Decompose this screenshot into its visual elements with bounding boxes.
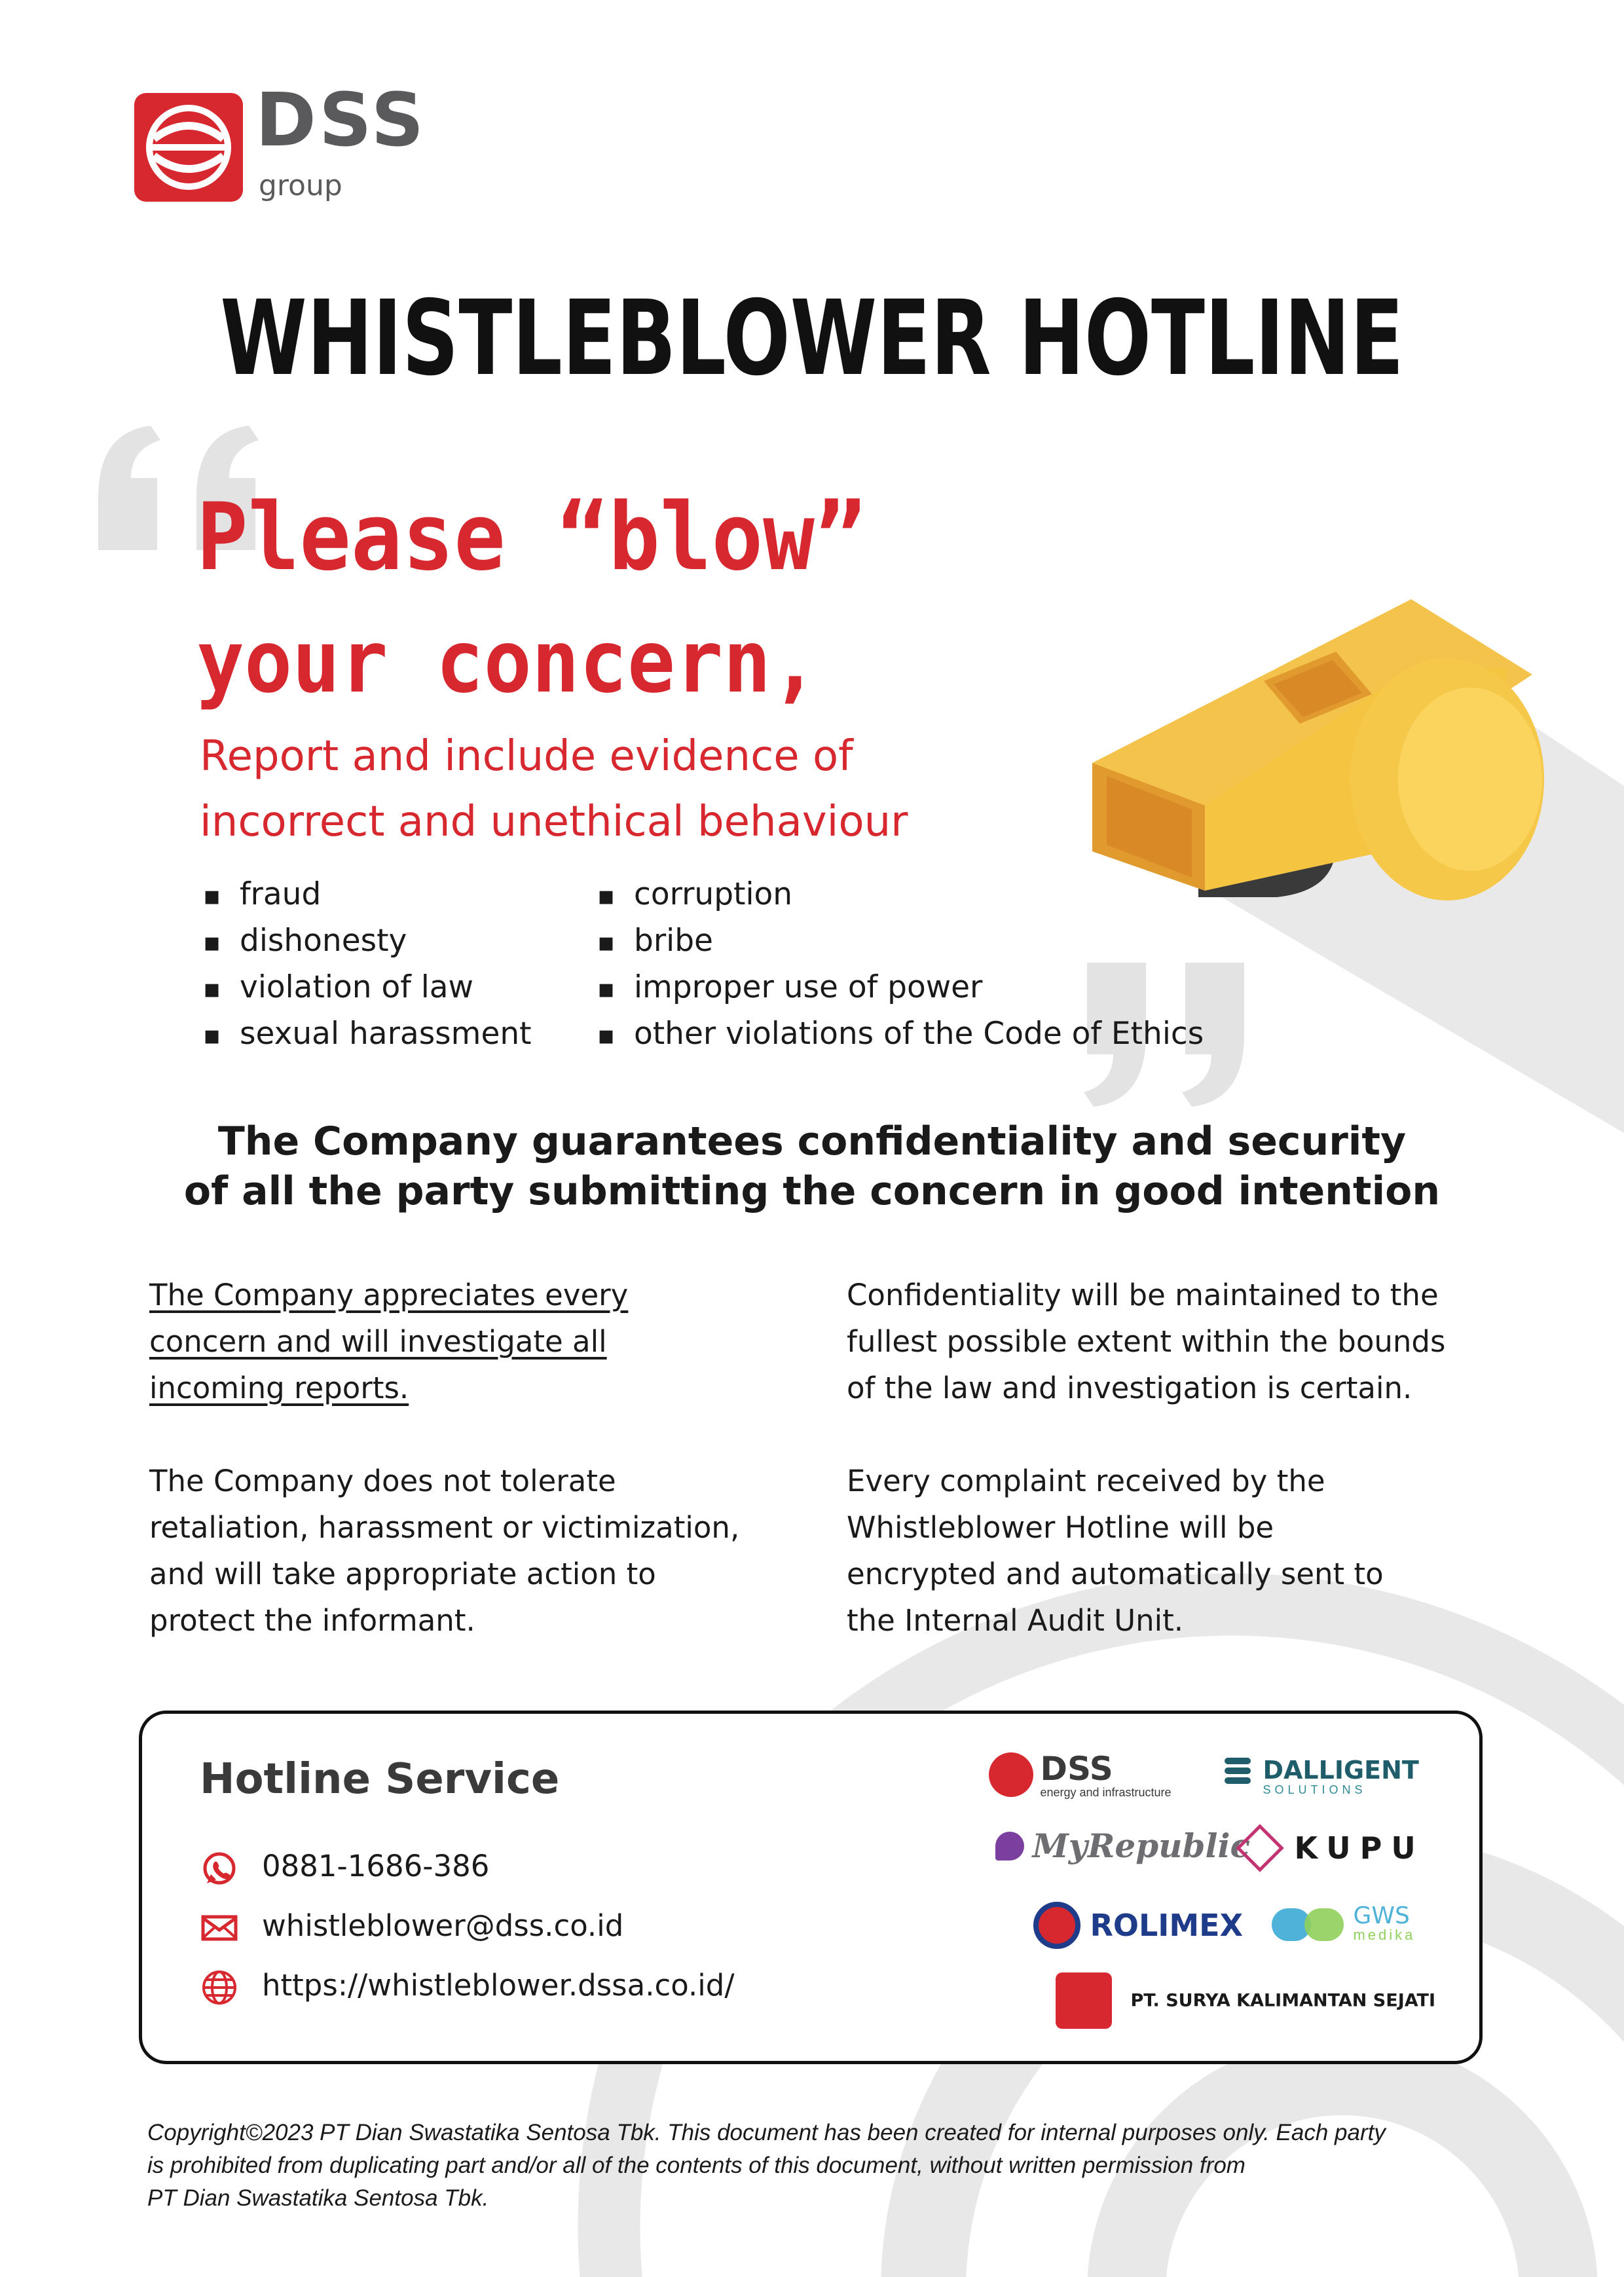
violations-list-left [203, 871, 532, 1057]
brand-name: DSS [1040, 1750, 1113, 1788]
dalligent-icon [1225, 1758, 1251, 1784]
brand-sub: medika [1353, 1927, 1416, 1943]
list-item: ▪ sexual harassment [203, 1010, 532, 1057]
globe-icon [196, 1965, 242, 2010]
phone-contact[interactable] [196, 1843, 489, 1889]
rolimex-icon [1033, 1902, 1080, 1949]
list-item: ▪ dishonesty [203, 917, 532, 964]
rocket-icon [995, 1832, 1024, 1860]
email-contact[interactable] [196, 1903, 623, 1949]
website-url[interactable]: https://whistleblower.dssa.co.id/ [262, 1968, 735, 2003]
paragraph-line: Whistleblower Hotline will be [847, 1510, 1274, 1545]
paragraph-line: Confidentiality will be maintained to the [847, 1278, 1439, 1312]
mail-icon [196, 1905, 242, 1951]
paragraph-line: of the law and investigation is certain. [847, 1371, 1412, 1405]
paragraph-encryption [847, 1458, 1384, 1644]
brand-sub: SOLUTIONS [1263, 1783, 1367, 1796]
violations-list-right [597, 871, 1204, 1057]
copyright-notice [147, 2117, 1522, 2215]
copyright-line-2: is prohibited from duplicating part and/or all of the contents of this document, without written permission from [147, 2153, 1246, 2178]
guarantee-line-2: of all the party submitting the concern in good intention [183, 1168, 1441, 1214]
paragraph-line: incoming reports. [149, 1371, 409, 1405]
list-item: ▪ violation of law [203, 964, 532, 1010]
paragraph-line: The Company appreciates every [149, 1278, 629, 1312]
brand-rolimex [1033, 1902, 1243, 1949]
headline-line-2: your concern, [196, 612, 819, 713]
guarantee-line-1: The Company guarantees confidentiality and security [217, 1119, 1407, 1164]
brand-sub: energy and infrastructure [1040, 1786, 1172, 1799]
brand-name: KUPU [1294, 1830, 1425, 1866]
paragraph-line: encrypted and automatically sent to [847, 1557, 1384, 1591]
whatsapp-icon [196, 1845, 242, 1891]
brand-name: PT. SURYA KALIMANTAN SEJATI [1130, 1990, 1436, 2011]
brand-kupu [1243, 1831, 1425, 1865]
headline-line-1: Please “blow” [196, 483, 866, 591]
list-item: ▪ corruption [597, 871, 1204, 917]
brand-name: ROLIMEX [1090, 1908, 1244, 1943]
brand-gws-medika [1272, 1900, 1415, 1946]
paragraph-line: protect the informant. [149, 1603, 475, 1638]
hotline-title: Hotline Service [200, 1755, 560, 1804]
brand-name: DALLIGENT [1263, 1756, 1419, 1785]
paragraph-line: retaliation, harassment or victimization, [149, 1510, 740, 1545]
brand-dalligent [1225, 1758, 1419, 1796]
subheadline-line-1: Report and include evidence of [200, 732, 853, 781]
paragraph-line: concern and will investigate all [149, 1324, 607, 1359]
dss-logo-icon [989, 1752, 1033, 1797]
brand-dss-energy [989, 1752, 1172, 1798]
list-item: ▪ bribe [597, 917, 1204, 964]
paragraph-appreciation [149, 1272, 628, 1411]
paragraph-confidentiality [847, 1272, 1445, 1411]
brand-name: GWS [1353, 1902, 1410, 1929]
logo-subtitle: group [259, 169, 342, 202]
ske-icon [1056, 1972, 1112, 2029]
phone-number[interactable]: 0881-1686-386 [262, 1849, 490, 1883]
subheadline-line-2: incorrect and unethical behaviour [200, 798, 908, 846]
dss-logo-mark [134, 93, 243, 202]
paragraph-line: The Company does not tolerate [149, 1464, 616, 1498]
gws-icon [1272, 1900, 1350, 1946]
paragraph-line: fullest possible extent within the bounds [847, 1324, 1446, 1359]
website-contact[interactable] [196, 1963, 735, 2009]
guarantee-statement [0, 1117, 1624, 1216]
email-address[interactable]: whistleblower@dss.co.id [262, 1908, 624, 1943]
paragraph-line: and will take appropriate action to [149, 1557, 656, 1591]
copyright-line-3: PT Dian Swastatika Sentosa Tbk. [147, 2185, 489, 2211]
paragraph-line: the Internal Audit Unit. [847, 1603, 1184, 1638]
list-item: ▪ other violations of the Code of Ethics [597, 1010, 1204, 1057]
brand-surya-kalimantan [1056, 1972, 1435, 2029]
brand-myrepublic [995, 1826, 1250, 1865]
brand-name: MyRepublic [1032, 1826, 1250, 1865]
list-item: ▪ improper use of power [597, 964, 1204, 1010]
kupu-icon [1236, 1824, 1284, 1872]
logo-wordmark: DSS [255, 78, 427, 163]
paragraph-line: Every complaint received by the [847, 1464, 1325, 1498]
list-item: ▪ fraud [203, 871, 532, 917]
page-title: WHISTLEBLOWER HOTLINE [220, 278, 1404, 399]
paragraph-no-retaliation [149, 1458, 739, 1644]
copyright-line-1: Copyright©2023 PT Dian Swastatika Sentosa Tbk. This document has been created for internal purposes only. Each party [147, 2120, 1386, 2145]
